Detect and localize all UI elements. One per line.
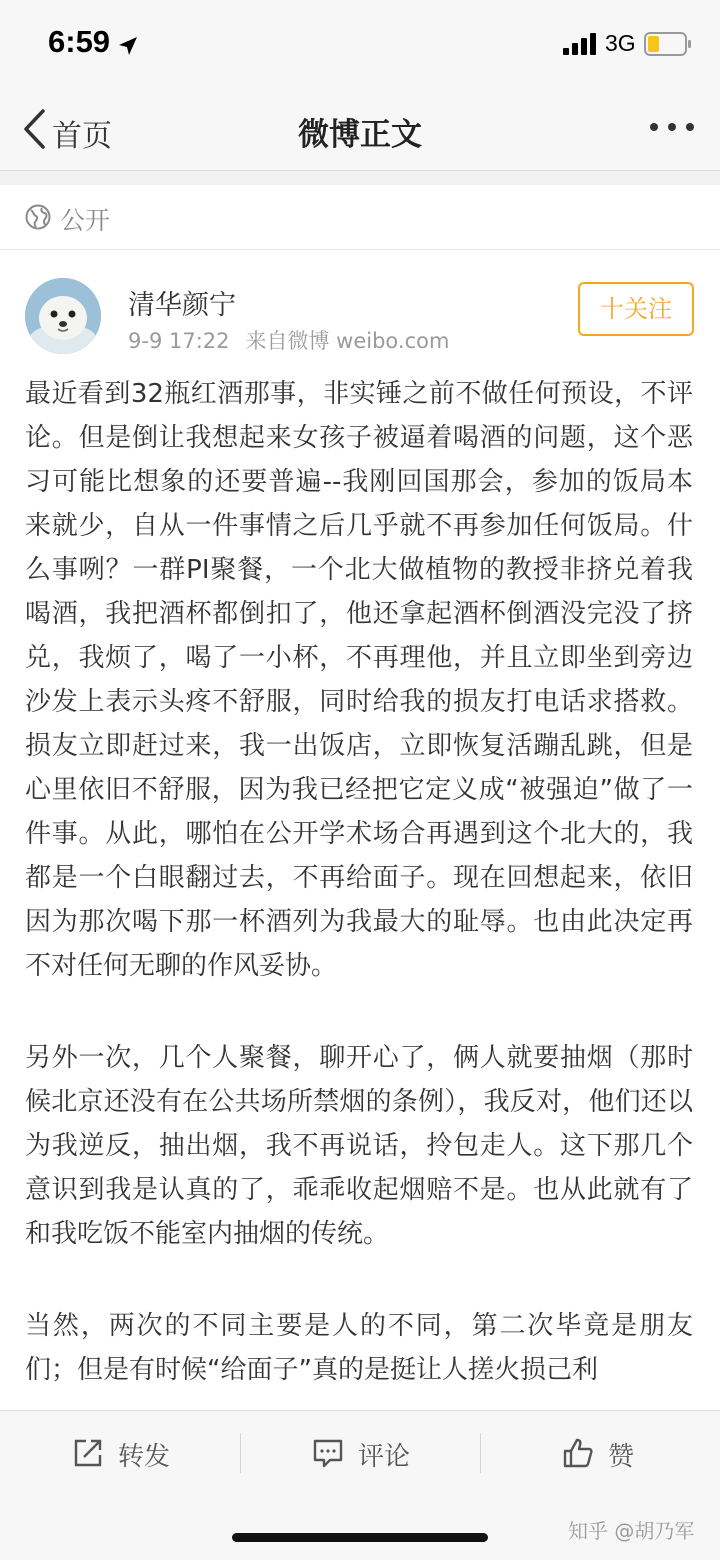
section-spacer bbox=[0, 171, 720, 185]
cellular-signal-icon bbox=[563, 33, 599, 55]
battery-icon bbox=[644, 32, 692, 56]
post-meta bbox=[128, 325, 465, 355]
seal-avatar-image bbox=[25, 278, 101, 354]
post-source: 来自微博 weibo.com bbox=[245, 329, 450, 353]
post-paragraph: 最近看到32瓶红酒那事，非实锤之前不做任何预设，不评论。但是倒让我想起来女孩子被逼着喝酒的问题，这个恶习可能比想象的还要普遍--我刚回国那会，参加的饭局本来就少，自从一件事情之后几乎就不再参加任何饭局。什么事咧？一群PI聚餐，一个北大做植物的教授非挤兑着我喝酒，我把酒杯都倒扣了，他还拿起酒杯倒酒没完没了挤兑，我烦了，喝了一小杯，不再理他，并且立即坐到旁边沙发上表示头疼不舒服，同时给我的损友打电话求搭救。损友立即赶过来，我一出饭店，立即恢复活蹦乱跳，但是心里依旧不舒服，因为我已经把它定义成“被强迫”做了一件事。从此，哪怕在公开学术场合再遇到这个北大的，我都是一个白眼翻过去，不再给面子。现在回想起来，依旧因为那次喝下那一杯酒列为我最大的耻辱。也由此决定再不对任何无聊的作风妥协。 bbox=[25, 379, 693, 981]
status-time: 6:59 bbox=[48, 24, 111, 59]
network-type: 3G bbox=[605, 30, 636, 56]
watermark: 知乎 @胡乃军 bbox=[568, 1519, 695, 1543]
like-label: 赞 bbox=[608, 1442, 635, 1472]
more-options-icon[interactable] bbox=[648, 120, 696, 134]
comment-label: 评论 bbox=[358, 1442, 411, 1472]
home-indicator[interactable] bbox=[232, 1533, 488, 1542]
status-bar bbox=[0, 0, 720, 88]
back-label: 首页 bbox=[52, 119, 112, 154]
like-button[interactable] bbox=[562, 1433, 652, 1477]
page-title: 微博正文 bbox=[298, 117, 422, 153]
post-date: 9-9 17:22 bbox=[128, 329, 230, 353]
avatar[interactable] bbox=[25, 278, 101, 354]
repost-icon bbox=[72, 1437, 104, 1469]
visibility-label: 公开 bbox=[60, 206, 111, 235]
comment-button[interactable] bbox=[312, 1433, 422, 1477]
post-body bbox=[25, 372, 693, 1410]
comment-icon bbox=[312, 1437, 344, 1469]
follow-button[interactable]: 十关注 bbox=[578, 282, 694, 336]
divider bbox=[240, 1433, 241, 1473]
author-name[interactable]: 清华颜宁 bbox=[128, 290, 236, 321]
divider bbox=[480, 1433, 481, 1473]
visibility-row bbox=[0, 185, 720, 250]
post-paragraph: 当然，两次的不同主要是人的不同，第二次毕竟是朋友们；但是有时候“给面子”真的是挺让人搓火损己利 bbox=[25, 1311, 693, 1385]
post-paragraph: 另外一次，几个人聚餐，聊开心了，俩人就要抽烟（那时候北京还没有在公共场所禁烟的条例），我反对，他们还以为我逆反，抽出烟，我不再说话，拎包走人。这下那几个意识到我是认真的了，乖乖收起烟赔不是。也从此就有了和我吃饭不能室内抽烟的传统。 bbox=[25, 1043, 693, 1249]
location-arrow-icon bbox=[117, 35, 139, 57]
repost-button[interactable] bbox=[72, 1433, 182, 1477]
repost-label: 转发 bbox=[118, 1442, 171, 1472]
thumbs-up-icon bbox=[562, 1437, 594, 1469]
globe-icon bbox=[25, 204, 51, 230]
navigation-bar bbox=[0, 88, 720, 171]
